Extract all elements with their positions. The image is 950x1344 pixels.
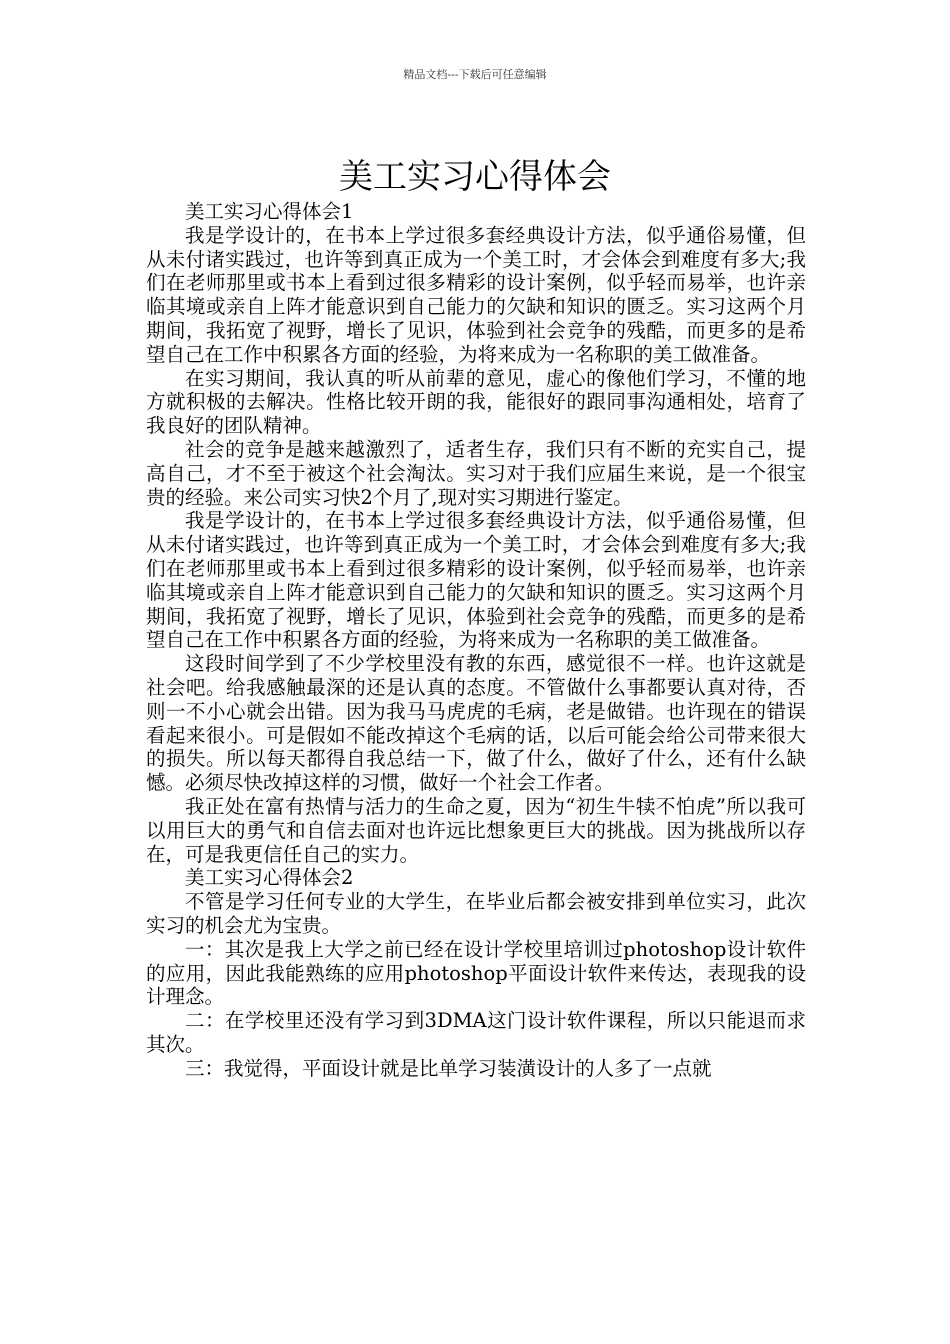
paragraph: 我正处在富有热情与活力的生命之夏，因为“初生牛犊不怕虎”所以我可以用巨大的勇气和自信去面对也许远比想象更巨大的挑战。因为挑战所以存在，可是我更信任自己的实力。	[146, 794, 806, 866]
paragraph: 我是学设计的，在书本上学过很多套经典设计方法，似乎通俗易懂，但从未付诸实践过，也许等到真正成为一个美工时，才会体会到难度有多大;我们在老师那里或书本上看到过很多精彩的设计案例，似乎轻而易举，也许亲临其境或亲自上阵才能意识到自己能力的欠缺和知识的匮乏。实习这两个月期间，我拓宽了视野，增长了见识，体验到社会竞争的残酷，而更多的是希望自己在工作中积累各方面的经验，为将来成为一名称职的美工做准备。	[146, 223, 806, 366]
paragraph: 一：其次是我上大学之前已经在设计学校里培训过photoshop设计软件的应用，因此我能熟练的应用photoshop平面设计软件来传达，表现我的设计理念。	[146, 937, 806, 1009]
paragraph: 三：我觉得，平面设计就是比单学习装潢设计的人多了一点就	[185, 1056, 712, 1080]
paragraph: 在实习期间，我认真的听从前辈的意见，虚心的像他们学习，不懂的地方就积极的去解决。性格比较开朗的我，能很好的跟同事沟通相处，培育了我良好的团队精神。	[146, 366, 806, 438]
paragraph: 二：在学校里还没有学习到3DMA这门设计软件课程，所以只能退而求其次。	[146, 1009, 806, 1056]
paragraph: 我是学设计的，在书本上学过很多套经典设计方法，似乎通俗易懂，但从未付诸实践过，也许等到真正成为一个美工时，才会体会到难度有多大;我们在老师那里或书本上看到过很多精彩的设计案例，似乎轻而易举，也许亲临其境或亲自上阵才能意识到自己能力的欠缺和知识的匮乏。实习这两个月期间，我拓宽了视野，增长了见识，体验到社会竞争的残酷，而更多的是希望自己在工作中积累各方面的经验，为将来成为一名称职的美工做准备。	[146, 509, 806, 652]
paragraph: 不管是学习任何专业的大学生，在毕业后都会被安排到单位实习，此次实习的机会尤为宝贵。	[146, 890, 806, 937]
paragraph: 这段时间学到了不少学校里没有教的东西，感觉很不一样。也许这就是社会吧。给我感触最深的还是认真的态度。不管做什么事都要认真对待，否则一不小心就会出错。因为我马马虎虎的毛病，老是做错。也许现在的错误看起来很小。可是假如不能改掉这个毛病的话，以后可能会给公司带来很大的损失。所以每天都得自我总结一下，做了什么，做好了什么，还有什么缺憾。必须尽快改掉这样的习惯，做好一个社会工作者。	[146, 652, 806, 795]
header-note: 精品文档---下载后可任意编辑	[403, 68, 547, 81]
document-body	[146, 200, 806, 1080]
section-heading-2: 美工实习心得体会2	[185, 866, 354, 890]
document-title: 美工实习心得体会	[339, 156, 611, 197]
section-heading-1: 美工实习心得体会1	[185, 200, 354, 223]
paragraph: 社会的竞争是越来越激烈了，适者生存，我们只有不断的充实自己，提高自己，才不至于被这个社会淘汰。实习对于我们应届生来说，是一个很宝贵的经验。来公司实习快2个月了,现对实习期进行鉴定。	[146, 437, 806, 509]
